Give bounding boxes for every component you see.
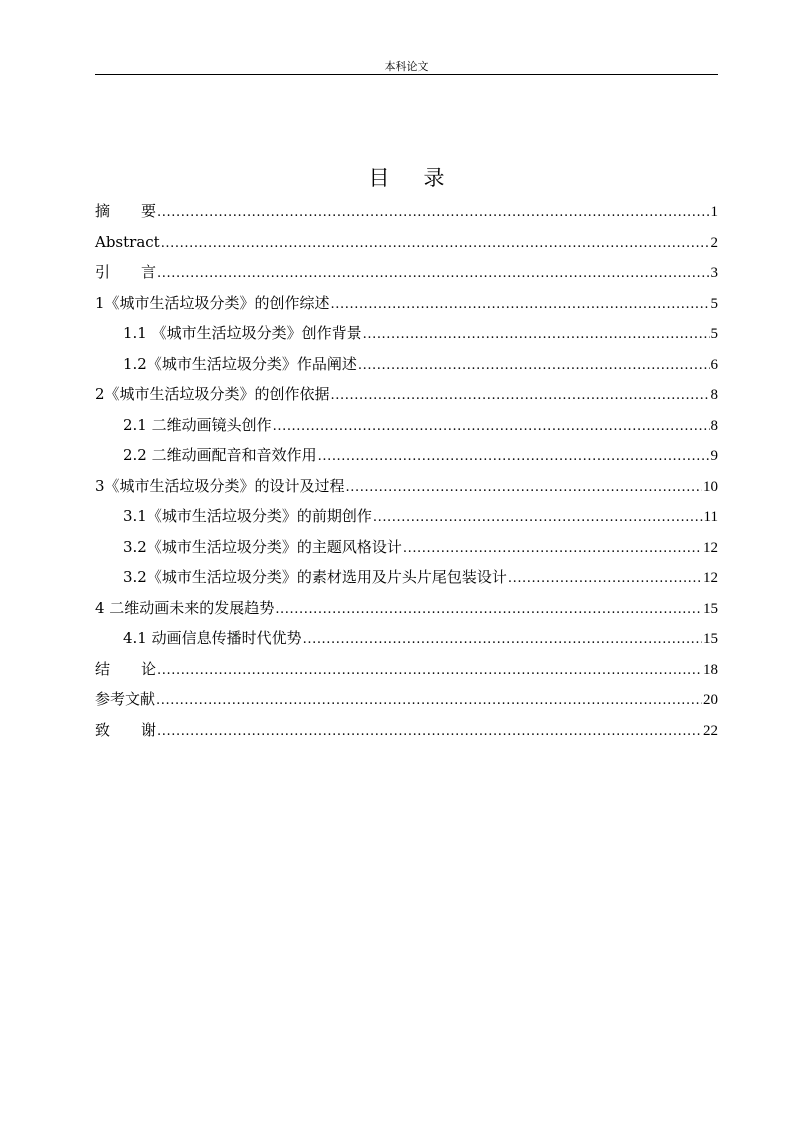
toc-entry[interactable] xyxy=(95,227,718,258)
toc-entry[interactable] xyxy=(95,349,718,380)
toc-page-number: 20 xyxy=(703,692,718,708)
toc-leader-dots xyxy=(157,717,702,748)
toc-entry[interactable] xyxy=(95,196,718,227)
toc-leader-dots xyxy=(157,198,709,229)
toc-entry[interactable] xyxy=(95,318,718,349)
toc-entry-label: 1.1 《城市生活垃圾分类》创作背景 xyxy=(123,324,362,342)
header-text: 本科论文 xyxy=(384,60,429,73)
toc-entry[interactable] xyxy=(95,410,718,441)
toc-page-number: 15 xyxy=(703,631,718,647)
toc-entry-label: 摘要 xyxy=(95,202,157,220)
toc-leader-dots xyxy=(346,473,702,504)
toc-entry[interactable] xyxy=(95,440,718,471)
toc-entry[interactable] xyxy=(95,623,718,654)
toc-page-number: 8 xyxy=(710,417,718,434)
toc-entry[interactable] xyxy=(95,257,718,288)
toc-page-number: 9 xyxy=(710,448,718,464)
toc-leader-dots xyxy=(403,534,702,565)
toc-leader-dots xyxy=(318,442,710,473)
toc-entry-label: 3《城市生活垃圾分类》的设计及过程 xyxy=(95,476,345,495)
toc-page-number: 15 xyxy=(703,600,718,617)
toc-page-number: 2 xyxy=(710,234,718,251)
toc-entry[interactable] xyxy=(95,593,718,624)
page-header xyxy=(95,55,718,75)
toc-page-number: 10 xyxy=(703,478,718,495)
toc-entry-label: 3.2《城市生活垃圾分类》的主题风格设计 xyxy=(123,537,402,556)
toc-page-number: 1 xyxy=(710,204,718,220)
toc-entry-label: 3.1《城市生活垃圾分类》的前期创作 xyxy=(123,507,372,525)
toc-leader-dots xyxy=(275,595,702,626)
toc-leader-dots xyxy=(161,229,710,260)
toc-page-number: 6 xyxy=(710,356,718,373)
toc-entry[interactable] xyxy=(95,471,718,502)
toc-leader-dots xyxy=(331,381,710,412)
toc-entry-label: 参考文献 xyxy=(95,690,156,708)
toc-entry[interactable] xyxy=(95,501,718,532)
toc-entry-label: 1《城市生活垃圾分类》的创作综述 xyxy=(95,293,330,312)
toc-leader-dots xyxy=(363,320,710,351)
toc-entry[interactable] xyxy=(95,288,718,319)
table-of-contents xyxy=(95,196,718,745)
toc-leader-dots xyxy=(157,656,702,687)
toc-leader-dots xyxy=(331,290,710,321)
toc-entry-label: 致谢 xyxy=(95,720,157,739)
toc-leader-dots xyxy=(508,564,702,595)
toc-entry[interactable] xyxy=(95,715,718,746)
toc-entry-label: 2《城市生活垃圾分类》的创作依据 xyxy=(95,385,330,403)
toc-entry-label: 1.2《城市生活垃圾分类》作品阐述 xyxy=(123,354,357,373)
toc-page-number: 3 xyxy=(710,265,718,281)
toc-entry-label: 引言 xyxy=(95,263,157,281)
toc-entry[interactable] xyxy=(95,379,718,410)
toc-leader-dots xyxy=(157,259,709,290)
toc-leader-dots xyxy=(358,351,710,382)
toc-entry-label: 2.1 二维动画镜头创作 xyxy=(123,415,272,434)
toc-leader-dots xyxy=(156,686,702,717)
toc-page-number: 12 xyxy=(703,570,718,586)
toc-title: 目录 xyxy=(368,166,479,190)
toc-page-number: 18 xyxy=(703,661,718,678)
toc-entry-label: 2.2 二维动画配音和音效作用 xyxy=(123,446,317,464)
toc-page-number: 5 xyxy=(710,326,718,342)
toc-leader-dots xyxy=(273,412,710,443)
toc-entry-label: 4.1 动画信息传播时代优势 xyxy=(123,629,302,647)
toc-page-number: 22 xyxy=(703,722,718,739)
toc-page-number: 8 xyxy=(710,387,718,403)
toc-entry[interactable] xyxy=(95,684,718,715)
toc-entry-label: 3.2《城市生活垃圾分类》的素材选用及片头片尾包装设计 xyxy=(123,568,507,586)
toc-entry-label: 4 二维动画未来的发展趋势 xyxy=(95,598,275,617)
toc-page-number: 12 xyxy=(703,539,718,556)
toc-leader-dots xyxy=(373,503,703,534)
toc-page-number: 5 xyxy=(710,295,718,312)
toc-entry[interactable] xyxy=(95,532,718,563)
toc-entry-label: 结论 xyxy=(95,659,157,678)
toc-entry[interactable] xyxy=(95,654,718,685)
toc-leader-dots xyxy=(303,625,702,656)
toc-page-number: 11 xyxy=(703,509,718,525)
toc-entry[interactable] xyxy=(95,562,718,593)
toc-entry-label: Abstract xyxy=(95,232,160,251)
